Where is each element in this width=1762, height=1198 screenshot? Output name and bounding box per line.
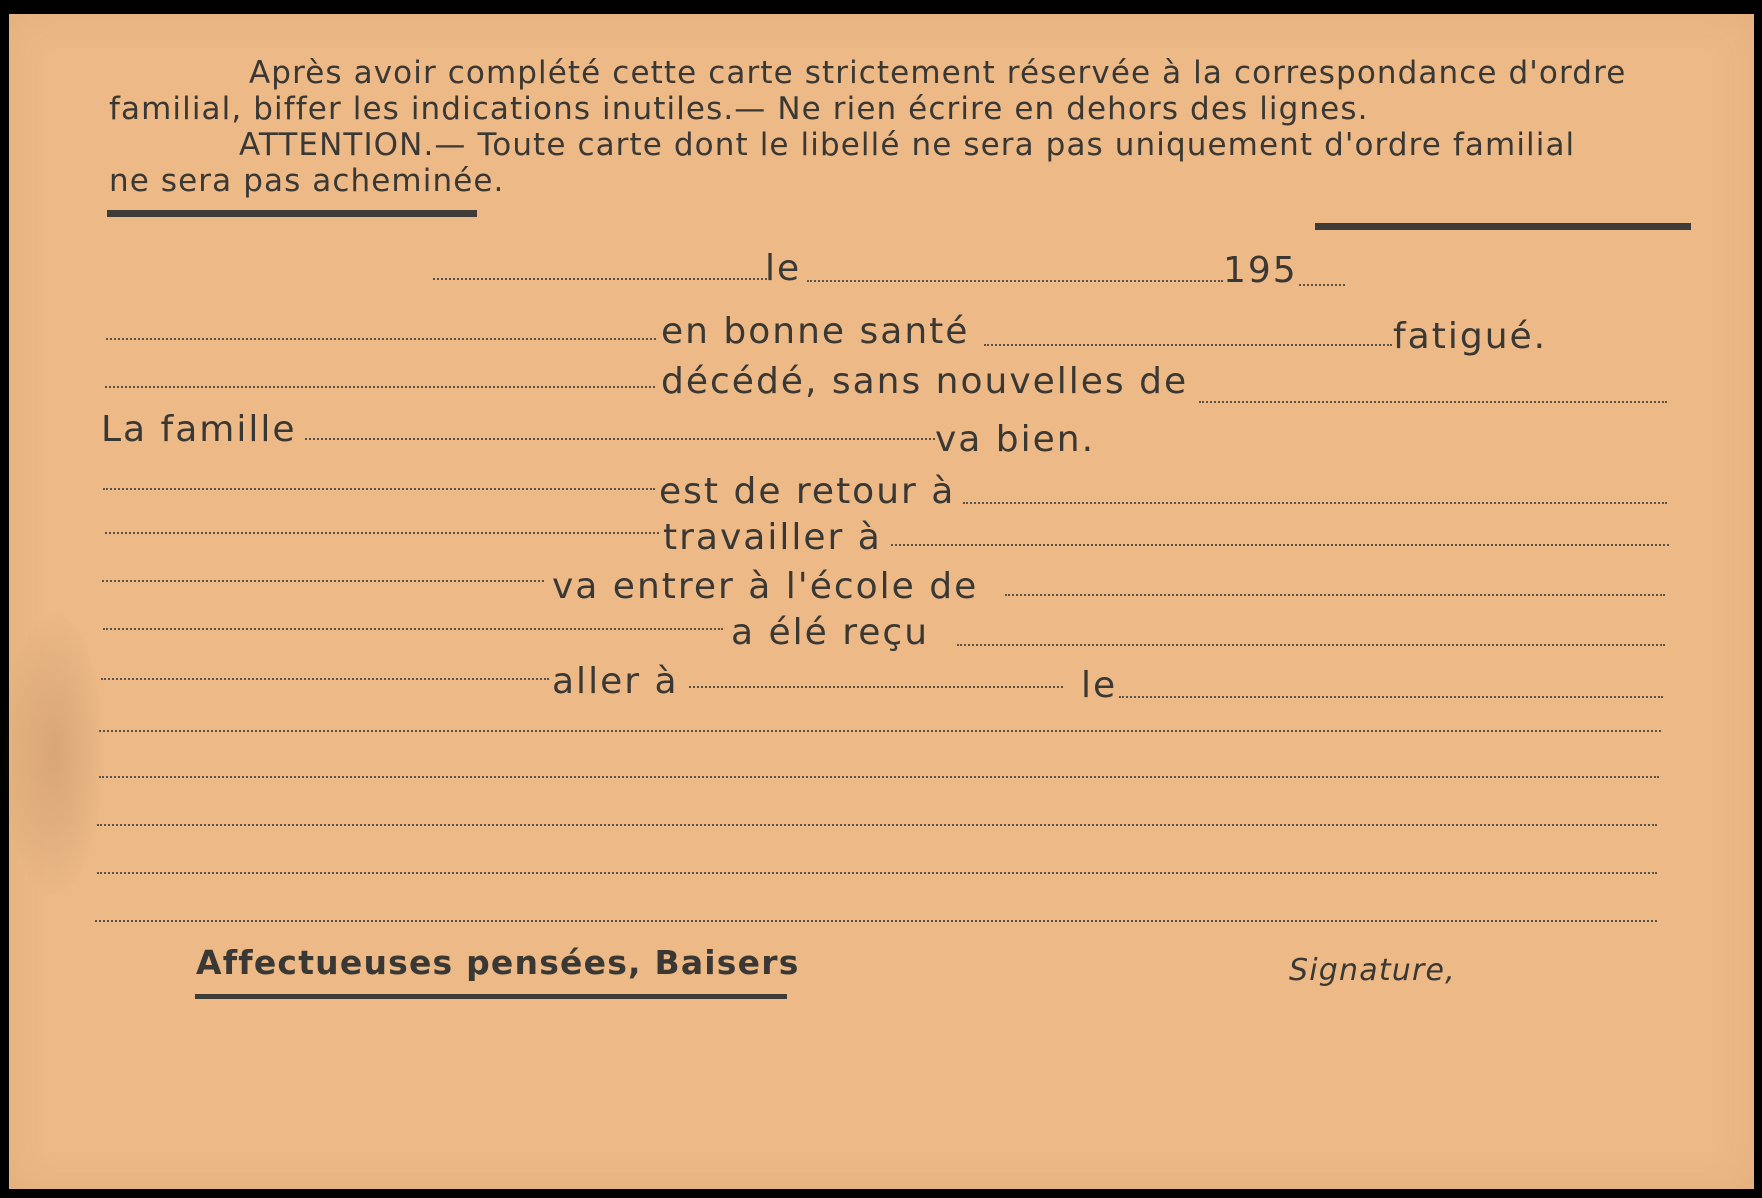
name-line-1[interactable] bbox=[106, 338, 656, 340]
sante-line[interactable] bbox=[984, 344, 1392, 346]
aller-line[interactable] bbox=[689, 686, 1063, 688]
rule-left bbox=[107, 210, 477, 217]
name-line-2[interactable] bbox=[105, 386, 655, 388]
instructions-line-1: Après avoir complété cette carte strictement réservée à la correspondance d'ordre bbox=[249, 55, 1627, 91]
famille-line[interactable] bbox=[305, 438, 935, 440]
la-famille-label: La famille bbox=[101, 409, 297, 450]
name-line-3[interactable] bbox=[103, 488, 655, 490]
va-bien-label: va bien. bbox=[935, 419, 1096, 460]
date-year-label: 195 bbox=[1223, 250, 1298, 291]
aller-label: aller à bbox=[552, 661, 679, 702]
aller-date-line[interactable] bbox=[1119, 696, 1663, 698]
rule-right bbox=[1315, 223, 1691, 230]
closing-underline bbox=[195, 994, 787, 999]
date-le-label: le bbox=[765, 248, 802, 289]
recu-label: a élé reçu bbox=[731, 612, 930, 653]
name-line-4[interactable] bbox=[105, 532, 659, 534]
free-line-2[interactable] bbox=[99, 776, 1659, 778]
bonne-sante-label: en bonne santé bbox=[661, 311, 970, 352]
retour-line[interactable] bbox=[963, 502, 1667, 504]
free-line-5[interactable] bbox=[95, 920, 1657, 922]
instructions-line-2: familial, biffer les indications inutiles.— Ne rien écrire en dehors des lignes. bbox=[109, 91, 1369, 127]
travailler-label: travailler à bbox=[663, 517, 882, 558]
name-line-6[interactable] bbox=[103, 628, 723, 630]
attention-line: ATTENTION.— Toute carte dont le libellé ne sera pas uniquement d'ordre familial bbox=[239, 127, 1576, 163]
free-line-3[interactable] bbox=[97, 824, 1657, 826]
postcard bbox=[9, 14, 1754, 1189]
stain bbox=[4, 614, 104, 894]
place-line[interactable] bbox=[433, 278, 767, 280]
recu-line[interactable] bbox=[957, 644, 1665, 646]
year-line[interactable] bbox=[1299, 284, 1345, 286]
name-line-5[interactable] bbox=[102, 580, 544, 582]
closing-greeting: Affectueuses pensées, Baisers bbox=[196, 943, 800, 982]
date-line[interactable] bbox=[807, 280, 1223, 282]
ecole-label: va entrer à l'école de bbox=[552, 566, 979, 607]
free-line-1[interactable] bbox=[99, 730, 1661, 732]
decede-label: décédé, sans nouvelles de bbox=[661, 361, 1189, 402]
free-line-4[interactable] bbox=[97, 872, 1657, 874]
travailler-line[interactable] bbox=[891, 544, 1669, 546]
name-line-7[interactable] bbox=[101, 678, 549, 680]
signature-label: Signature, bbox=[1289, 953, 1456, 988]
instructions-line-4: ne sera pas acheminée. bbox=[109, 163, 505, 199]
aller-le-label: le bbox=[1081, 665, 1118, 706]
retour-label: est de retour à bbox=[659, 471, 956, 512]
nouvelles-line[interactable] bbox=[1199, 401, 1667, 403]
ecole-line[interactable] bbox=[1005, 594, 1665, 596]
fatigue-label: fatigué. bbox=[1393, 316, 1548, 357]
